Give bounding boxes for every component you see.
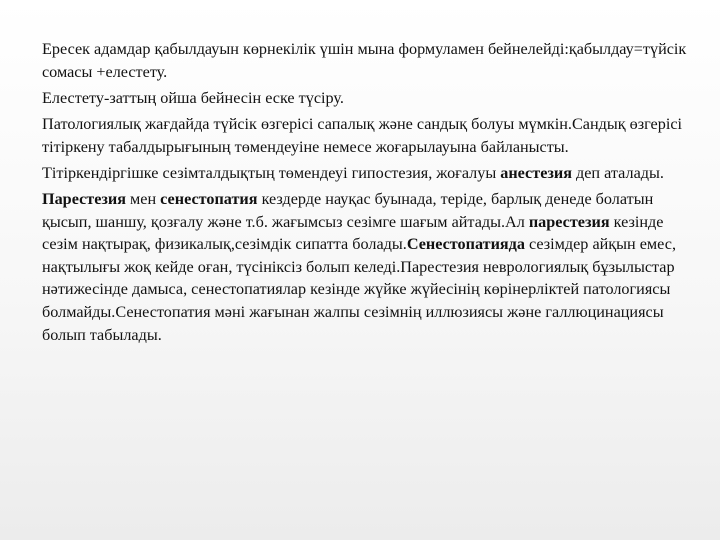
paragraph-imagination-definition bbox=[42, 87, 692, 110]
text-segment: деп аталады. bbox=[571, 163, 664, 182]
text-segment: Патологиялық жағдайда түйсік өзгерісі сапалық және сандық болуы мүмкін.Сандық өзгерісі тітіркену табалдырығының төмендеуіне немесе жоғарылауына байланысты. bbox=[42, 114, 683, 156]
text-segment: мен bbox=[125, 189, 161, 208]
text-segment: Ересек адамдар қабылдауын көрнекілік үшін мына формуламен бейнелейді:қабылдау=түйсік сомасы +елестету. bbox=[42, 40, 687, 81]
term-senestopathy: сенестопатия bbox=[160, 189, 258, 208]
slide-body-text bbox=[42, 38, 692, 346]
term-anesthesia: анестезия bbox=[500, 163, 572, 182]
paragraph-paresthesia-senestopathy bbox=[42, 188, 692, 346]
text-segment: сезімдер айқын емес, нақтылығы жоқ кейде оған, түсініксіз болып келеді.Парестезия неврологиялық бұзылыстар нәтижесінде дамыса, сенестопатиялар кезінде жүйке жүйесінің көрінерліктей патологиясы болмайды.Сенестопатия мәні жағынан жалпы сезімнің иллюзиясы және галлюцинациясы болып табылады. bbox=[42, 235, 676, 344]
term-paresthesia: Парестезия bbox=[42, 189, 126, 208]
text-segment: кезінде сезім нақтырақ, физикалық,сезімдік сипатта болады. bbox=[42, 212, 664, 254]
text-segment: Тітіркендіргішке сезімталдықтың төмендеуі гипостезия, жоғалуы bbox=[42, 163, 501, 182]
paragraph-pathology-changes bbox=[42, 113, 692, 158]
paragraph-hypostesia bbox=[42, 162, 692, 185]
text-segment: Елестету-заттың ойша бейнесін еске түсіру. bbox=[42, 88, 344, 107]
paragraph-perception-formula bbox=[42, 38, 692, 83]
term-paresthesia-lower: парестезия bbox=[528, 212, 610, 231]
text-segment: кездерде науқас буынада, теріде, барлық денеде болатын қысып, шаншу, қозғалу және т.б. жағымсыз сезімге шағым айтады.Ал bbox=[42, 189, 654, 231]
term-senestopathy-case: Сенестопатияда bbox=[406, 235, 525, 254]
